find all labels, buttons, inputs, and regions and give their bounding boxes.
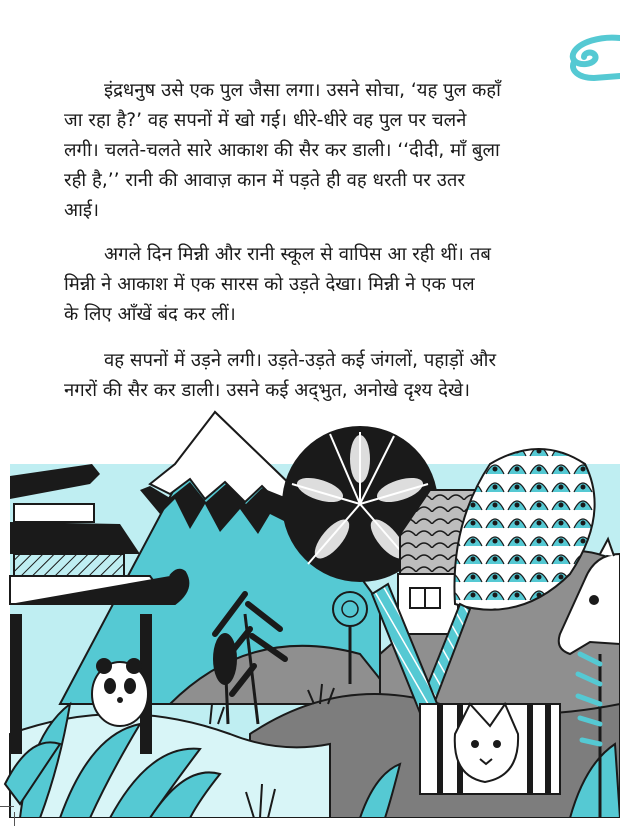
crop-mark (14, 812, 15, 826)
paragraph-3 (64, 346, 582, 406)
paragraph-1 (64, 76, 582, 226)
cat (420, 704, 560, 794)
paragraph-2 (64, 240, 582, 330)
paragraph-line: आई। (64, 200, 100, 221)
paragraph-line: इंद्रधनुष उसे एक पुल जैसा लगा। उसने सोचा, ‘यह पुल कहाँ (104, 80, 501, 101)
paragraph-line: रही है,’’ रानी की आवाज़ कान में पड़ते ही वह धरती पर उतर (64, 170, 465, 191)
landscape-illustration (0, 404, 620, 818)
paragraph-line: नगरों की सैर कर डाली। उसने कई अद्‌भुत, अनोखे दृश्य देखे। (64, 380, 471, 401)
panda (92, 658, 148, 726)
paragraph-line: जा रहा है?’ वह सपनों में खो गई। धीरे-धीरे वह पुल पर चलने (64, 110, 467, 131)
paragraph-line: अगले दिन मिन्नी और रानी स्कूल से वापिस आ रही थीं। तब (104, 244, 491, 265)
crop-mark (0, 806, 14, 807)
paragraph-line: मिन्नी ने आकाश में एक सारस को उड़ते देखा। मिन्नी ने एक पल (64, 274, 475, 295)
paragraph-line: वह सपनों में उड़ने लगी। उड़ते-उड़ते कई जंगलों, पहाड़ों और (104, 350, 497, 371)
paragraph-line: के लिए आँखें बंद कर लीं। (64, 304, 236, 325)
paragraph-line: लगी। चलते-चलते सारे आकाश की सैर कर डाली। ‘‘दीदी, माँ बुला (64, 140, 500, 161)
